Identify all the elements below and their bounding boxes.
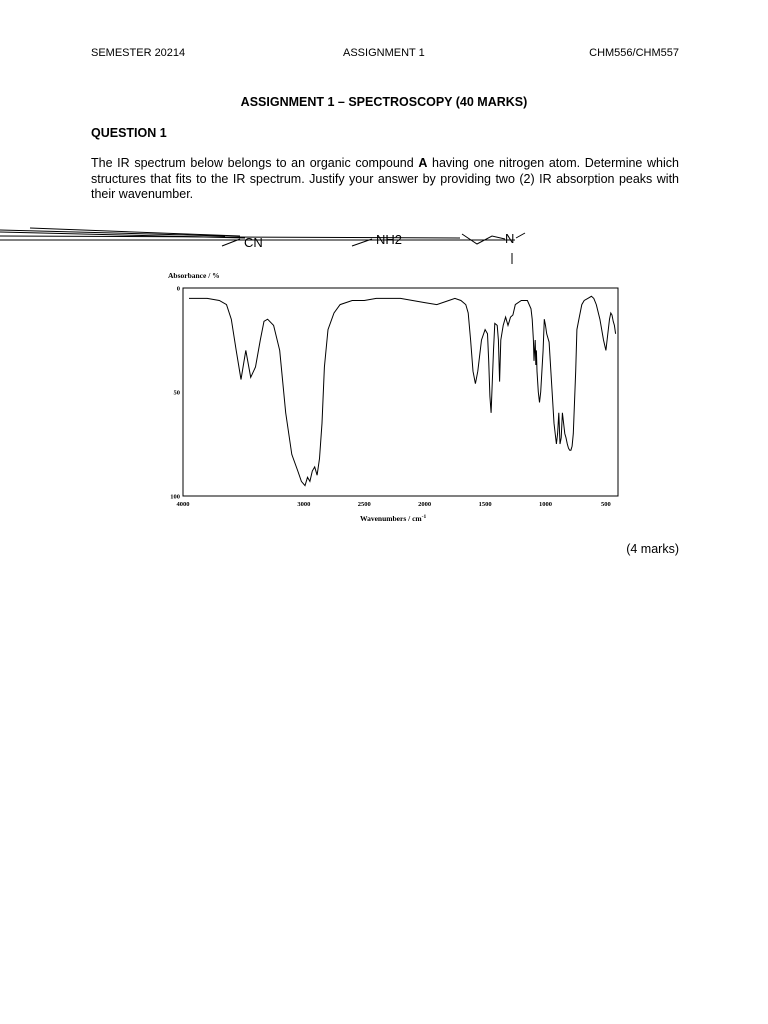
x-tick-label: 2500	[357, 501, 371, 508]
spectrum-series-line	[189, 296, 616, 485]
structure-label-nh2: NH2	[376, 232, 403, 247]
x-tick-label: 2000	[418, 501, 432, 508]
plot-frame	[183, 288, 618, 496]
x-tick-label: 3000	[297, 501, 311, 508]
question-text-start: The IR spectrum below belongs to an organic compound	[91, 156, 419, 170]
chart-x-label-text: Wavenumbers / cm	[360, 514, 422, 523]
chart-x-label-sup: -1	[421, 514, 427, 520]
ir-spectrum-chart	[150, 268, 630, 528]
y-tick-label: 50	[173, 389, 180, 397]
question-text-end: having one nitrogen atom. Determine which structures that fits to the IR spectrum. Justify your answer by providing two (2) IR absorption peaks with their wavenumber.	[91, 156, 679, 201]
structure-label-n: N	[505, 231, 515, 246]
structure-drawings	[0, 222, 560, 270]
structure-label-cn: CN	[244, 235, 263, 250]
chart-y-label: Absorbance / %	[168, 271, 220, 280]
header-course-code: CHM556/CHM557	[589, 47, 679, 59]
question-text	[91, 156, 679, 203]
compound-label: A	[418, 156, 428, 170]
x-tick-label: 500	[601, 501, 611, 508]
x-tick-group	[177, 501, 611, 508]
page-title: ASSIGNMENT 1 – SPECTROSCOPY (40 MARKS)	[240, 95, 528, 109]
x-tick-label: 1000	[539, 501, 552, 508]
x-tick-label: 4000	[176, 501, 190, 508]
header-semester: SEMESTER 20214	[91, 47, 186, 59]
question-heading: QUESTION 1	[91, 126, 167, 140]
marks-label: (4 marks)	[626, 542, 679, 556]
y-tick-group	[170, 286, 180, 501]
x-tick-label: 1500	[478, 501, 492, 508]
header-assignment: ASSIGNMENT 1	[343, 47, 425, 59]
y-tick-label: 0	[176, 285, 180, 293]
y-tick-label: 100	[170, 493, 180, 501]
chart-x-label	[360, 514, 427, 523]
